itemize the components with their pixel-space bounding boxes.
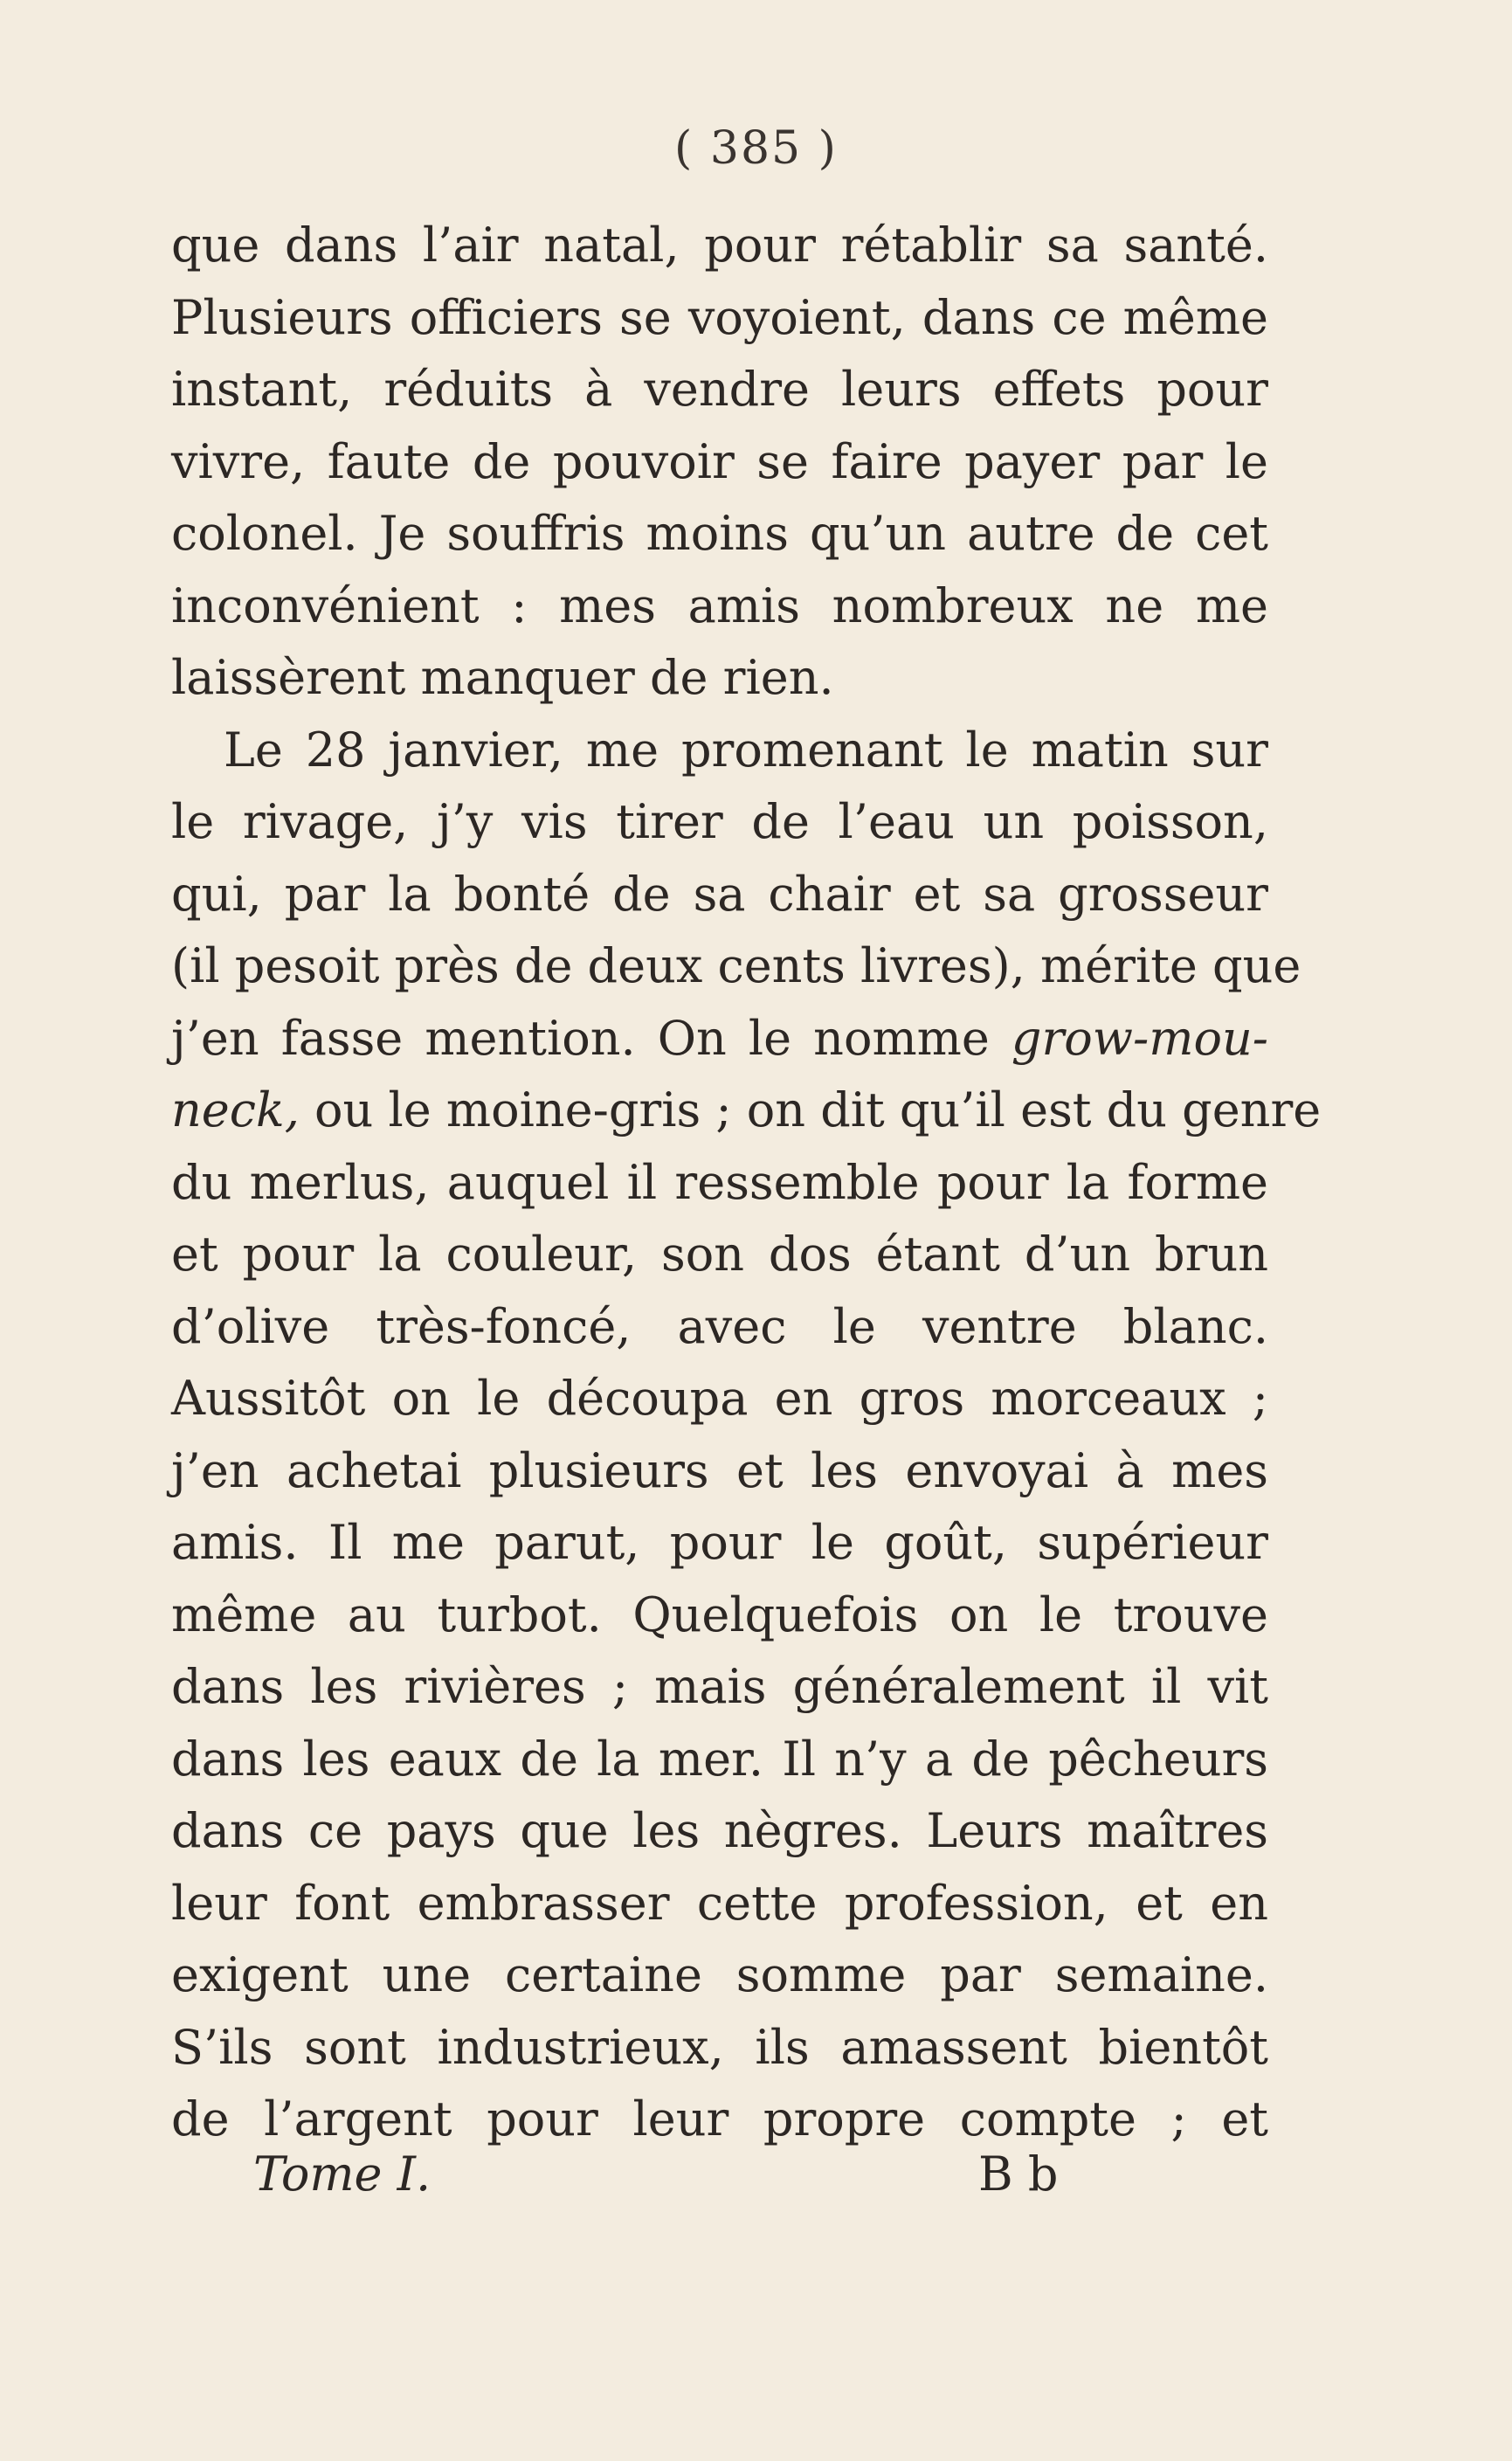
volume-label: Tome I.: [253, 2146, 432, 2202]
text-line: j’en achetai plusieurs et les envoyai à mes: [171, 1442, 1268, 1498]
italic-word: grow-mou-: [1011, 1010, 1268, 1066]
text-line: S’ils sont industrieux, ils amassent bientôt: [171, 2019, 1268, 2075]
text-line: [171, 1003, 1268, 1075]
text-line: laissèrent manquer de rien.: [171, 650, 834, 705]
text-line: dans les eaux de la mer. Il n’y a de pêcheurs: [171, 1731, 1268, 1787]
italic-word: neck,: [171, 1082, 300, 1137]
text-line: exigent une certaine somme par semaine.: [171, 1947, 1268, 2002]
text-line: qui, par la bonté de sa chair et sa grosseur: [171, 866, 1268, 922]
text-line: le rivage, j’y vis tirer de l’eau un poisson,: [171, 794, 1268, 849]
text-line: [171, 1075, 1322, 1147]
text-line: instant, réduits à vendre leurs effets pour: [171, 362, 1268, 417]
body-text: [171, 210, 1322, 2156]
text-line: vivre, faute de pouvoir se faire payer par le: [171, 433, 1268, 489]
text-line: que dans l’air natal, pour rétablir sa santé.: [171, 218, 1268, 273]
text-segment: j’en fasse mention. On le nomme: [171, 1010, 1011, 1066]
text-line: d’olive très-foncé, avec le ventre blanc.: [171, 1298, 1268, 1354]
text-line: dans les rivières ; mais généralement il vit: [171, 1659, 1268, 1714]
text-line: (il pesoit près de deux cents livres), mérite que: [171, 938, 1301, 993]
text-line: leur font embrasser cette profession, et en: [171, 1875, 1268, 1931]
text-line: colonel. Je souffris moins qu’un autre de cet: [171, 506, 1268, 561]
page-footer: [0, 2146, 1512, 2225]
text-segment: ou le moine-gris ; on dit qu’il est du genre: [299, 1082, 1322, 1137]
text-line: du merlus, auquel il ressemble pour la forme: [171, 1154, 1268, 1210]
text-line: dans ce pays que les nègres. Leurs maîtres: [171, 1803, 1268, 1858]
text-line: Aussitôt on le découpa en gros morceaux ;: [171, 1371, 1268, 1426]
text-line: Plusieurs officiers se voyoient, dans ce même: [171, 289, 1268, 345]
signature-mark: B b: [978, 2146, 1059, 2202]
text-line: Le 28 janvier, me promenant le matin sur: [224, 722, 1268, 778]
text-line: amis. Il me parut, pour le goût, supérieur: [171, 1515, 1268, 1570]
text-line: et pour la couleur, son dos étant d’un brun: [171, 1227, 1268, 1282]
text-line: de l’argent pour leur propre compte ; et: [171, 2091, 1268, 2146]
page-number: ( 385 ): [674, 122, 838, 175]
text-line: inconvénient : mes amis nombreux ne me: [171, 577, 1268, 633]
text-line: même au turbot. Quelquefois on le trouve: [171, 1587, 1268, 1642]
